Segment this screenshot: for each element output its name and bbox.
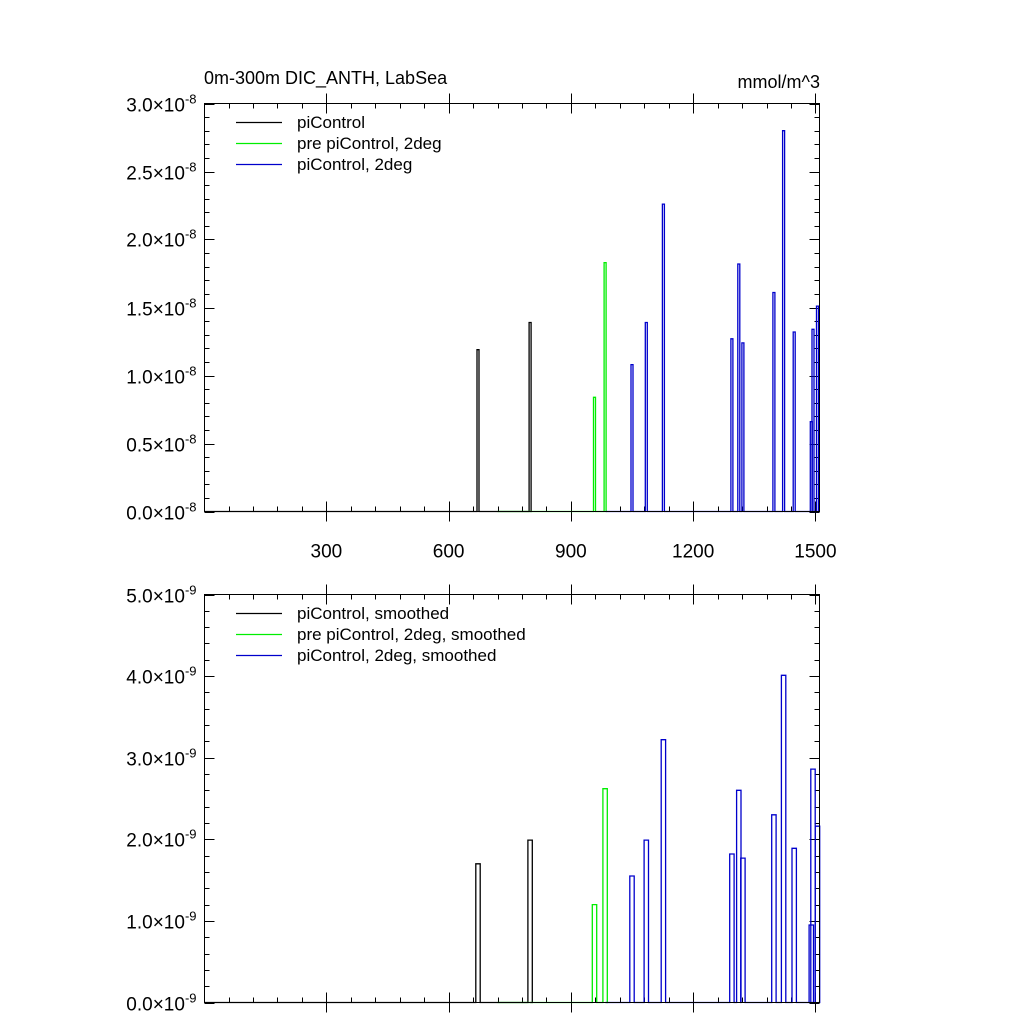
legend-label: piControl: [297, 113, 366, 132]
y-tick-label: $0.0\times 10^{-9}$: [126, 990, 197, 1016]
x-tick-label: 1500: [794, 541, 837, 563]
units-label: mmol/m^3: [737, 72, 820, 92]
y-tick-label: $1.5\times 10^{-8}$: [126, 295, 197, 321]
legend-label: pre piControl, 2deg, smoothed: [297, 625, 526, 644]
x-tick-label: 300: [310, 541, 343, 563]
y-tick-label: $1.0\times 10^{-8}$: [126, 363, 197, 389]
legend-label: piControl, smoothed: [297, 604, 450, 623]
y-tick-label: $0.5\times 10^{-8}$: [126, 431, 197, 457]
legend-label: piControl, 2deg, smoothed: [297, 646, 497, 665]
x-tick-label: 1200: [672, 541, 715, 563]
y-tick-label: $2.5\times 10^{-8}$: [126, 159, 197, 185]
y-tick-label: $5.0\times 10^{-9}$: [126, 582, 197, 608]
y-tick-label: $4.0\times 10^{-9}$: [126, 663, 197, 689]
chart-title: 0m-300m DIC_ANTH, LabSea: [204, 68, 448, 88]
legend-label: pre piControl, 2deg: [297, 134, 442, 153]
y-tick-label: $0.0\times 10^{-8}$: [126, 499, 197, 525]
y-tick-label: $2.0\times 10^{-9}$: [126, 826, 197, 852]
y-tick-label: $3.0\times 10^{-8}$: [126, 91, 197, 117]
y-tick-label: $2.0\times 10^{-8}$: [126, 226, 197, 252]
legend-label: piControl, 2deg: [297, 155, 413, 174]
x-tick-label: 600: [432, 541, 465, 563]
y-tick-label: $3.0\times 10^{-9}$: [126, 745, 197, 771]
y-tick-label: $1.0\times 10^{-9}$: [126, 908, 197, 934]
x-tick-label: 900: [555, 541, 587, 563]
